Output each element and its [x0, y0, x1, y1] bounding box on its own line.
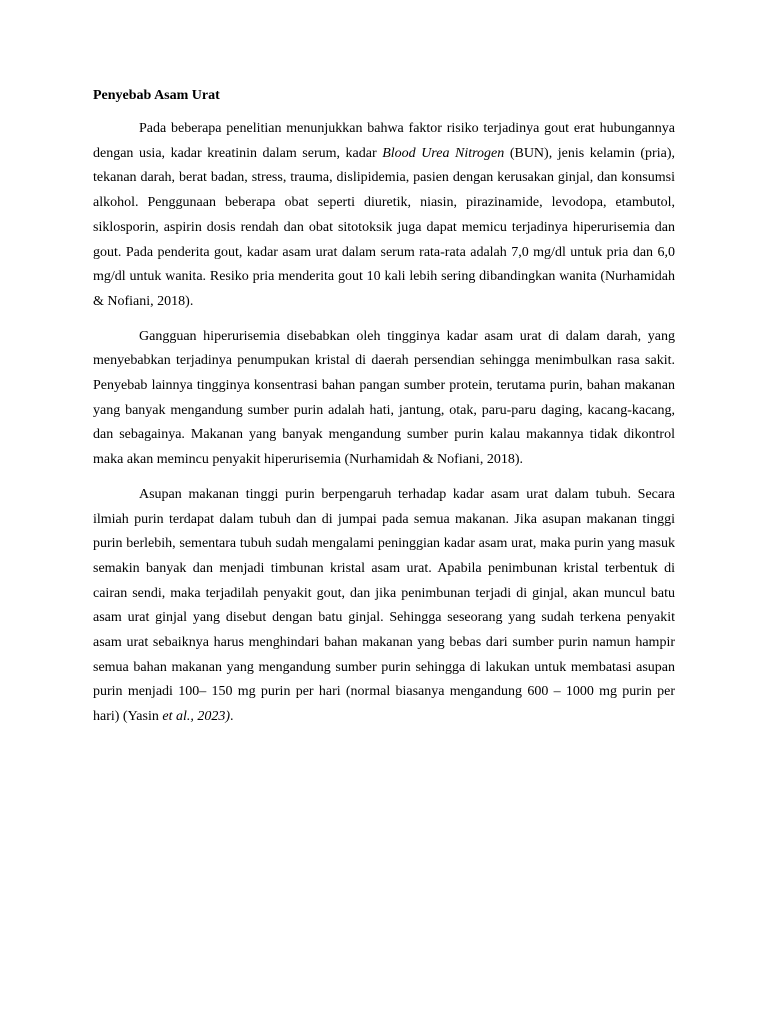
paragraph-1-text-b: (BUN), jenis kelamin (pria), tekanan darah, berat badan, stress, trauma, dislipidemia, pasien dengan kerusakan ginjal, dan konsumsi alkohol. Penggunaan beberapa obat seperti diuretik, niasin, pirazinamide, levodopa, etambutol, siklosporin, aspirin dosis rendah dan obat sitotoksik juga dapat memicu terjadinya hiperurisemia dan gout. Pada penderita gout, kadar asam urat dalam serum rata-rata adalah 7,0 mg/dl untuk pria dan 6,0 mg/dl untuk wanita. Resiko pria menderita gout 10 kali lebih sering dibandingkan wanita (Nurhamidah & Nofiani, 2018). [93, 145, 675, 309]
paragraph-3-text-a: Asupan makanan tinggi purin berpengaruh terhadap kadar asam urat dalam tubuh. Secara ilmiah purin terdapat dalam tubuh dan di jumpai pada semua makanan. Jika asupan makanan tinggi purin berlebih, sementara tubuh sudah mengalami peninggian kadar asam urat, maka purin yang masuk semakin banyak dan menjadi timbunan kristal asam urat. Apabila penimbunan kristal terbentuk di cairan sendi, maka terjadilah penyakit gout, dan jika penimbunan terjadi di ginjal, akan muncul batu asam urat ginjal yang disebut dengan batu ginjal. Sehingga seseorang yang sudah terkena penyakit asam urat sebaiknya harus menghindari bahan makanan yang bebas dari sumber purin namun hampir semua bahan makanan yang mengandung sumber purin sehingga di lakukan untuk membatasi asupan purin menjadi 100– 150 mg purin per hari (normal biasanya mengandung 600 – 1000 mg purin per hari) (Yasin [93, 486, 675, 725]
paragraph-3 [93, 483, 675, 730]
section-heading: Penyebab Asam Urat [93, 88, 220, 103]
paragraph-1 [93, 117, 675, 315]
paragraph-1-italic-term: Blood Urea Nitrogen [382, 145, 505, 161]
paragraph-1-text-a: Pada beberapa penelitian menunjukkan bahwa faktor risiko terjadinya gout erat hubungannya dengan usia, kadar kreatinin dalam serum, kadar [93, 121, 675, 161]
document-page [93, 86, 675, 740]
paragraph-3-text-b: . [230, 709, 234, 725]
paragraph-3-citation-italic: et al., 2023) [162, 709, 231, 725]
paragraph-2: Gangguan hiperurisemia disebabkan oleh tingginya kadar asam urat di dalam darah, yang menyebabkan terjadinya penumpukan kristal di daerah persendian sehingga menimbulkan rasa sakit. Penyebab lainnya tingginya konsentrasi bahan pangan sumber protein, terutama purin, bahan makanan yang banyak mengandung sumber purin adalah hati, jantung, otak, paru-paru daging, kacang-kacang, dan sebagainya. Makanan yang banyak mengandung sumber purin kalau makannya tidak dikontrol maka akan memincu penyakit hiperurisemia (Nurhamidah & Nofiani, 2018). [93, 328, 675, 468]
